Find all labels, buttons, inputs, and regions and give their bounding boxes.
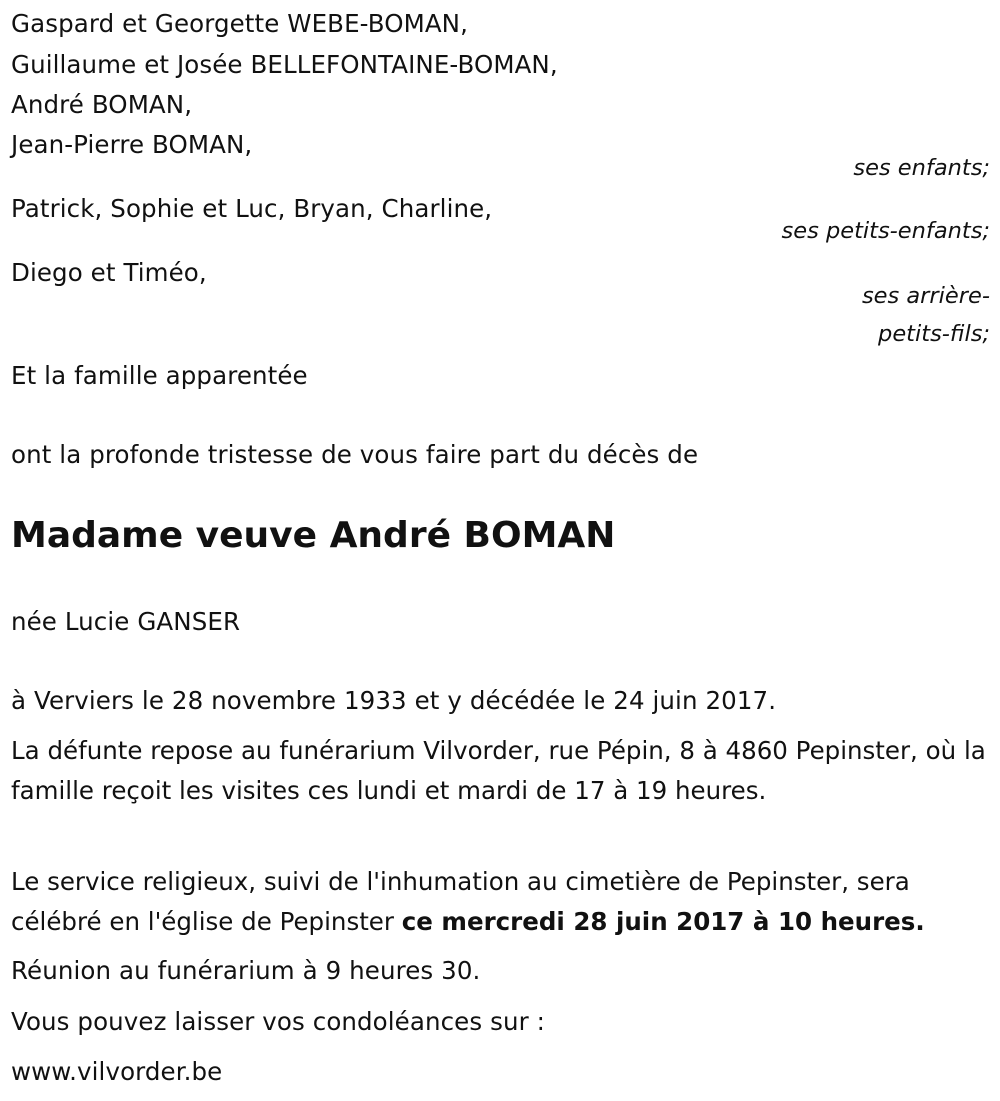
deceased-name: Madame veuve André BOMAN	[11, 515, 616, 556]
repose-paragraph: La défunte repose au funérarium Vilvorder, rue Pépin, 8 à 4860 Pepinster, où la famille reçoit les visites ces lundi et mardi de 17 à 19 heures.	[11, 736, 986, 805]
grandchildren-role: ses petits-enfants;	[781, 218, 990, 244]
service-paragraph	[11, 862, 986, 942]
grandchildren-line: Patrick, Sophie et Luc, Bryan, Charline,	[11, 194, 493, 223]
great-grandchildren-role-2: petits-fils;	[878, 321, 990, 347]
children-role: ses enfants;	[853, 155, 990, 181]
child-line-2: Guillaume et Josée BELLEFONTAINE-BOMAN,	[11, 50, 558, 79]
extended-family-line: Et la famille apparentée	[11, 361, 308, 390]
website-link[interactable]: www.vilvorder.be	[11, 1057, 223, 1086]
birth-death-line: à Verviers le 28 novembre 1933 et y décédée le 24 juin 2017.	[11, 686, 777, 715]
service-date: ce mercredi 28 juin 2017 à 10 heures.	[401, 907, 925, 936]
reunion-line: Réunion au funérarium à 9 heures 30.	[11, 956, 481, 985]
condolences-line: Vous pouvez laisser vos condoléances sur :	[11, 1007, 546, 1036]
child-line-4: Jean-Pierre BOMAN,	[11, 130, 253, 159]
great-grandchildren-line: Diego et Timéo,	[11, 258, 207, 287]
great-grandchildren-role-1: ses arrière-	[861, 283, 990, 309]
maiden-name: née Lucie GANSER	[11, 607, 241, 636]
service-text: Le service religieux, suivi de l'inhumation au cimetière de Pepinster, sera célébré en l'église de Pepinster	[11, 867, 910, 936]
announcement-line: ont la profonde tristesse de vous faire part du décès de	[11, 440, 699, 469]
child-line-1: Gaspard et Georgette WEBE-BOMAN,	[11, 9, 468, 38]
child-line-3: André BOMAN,	[11, 90, 193, 119]
